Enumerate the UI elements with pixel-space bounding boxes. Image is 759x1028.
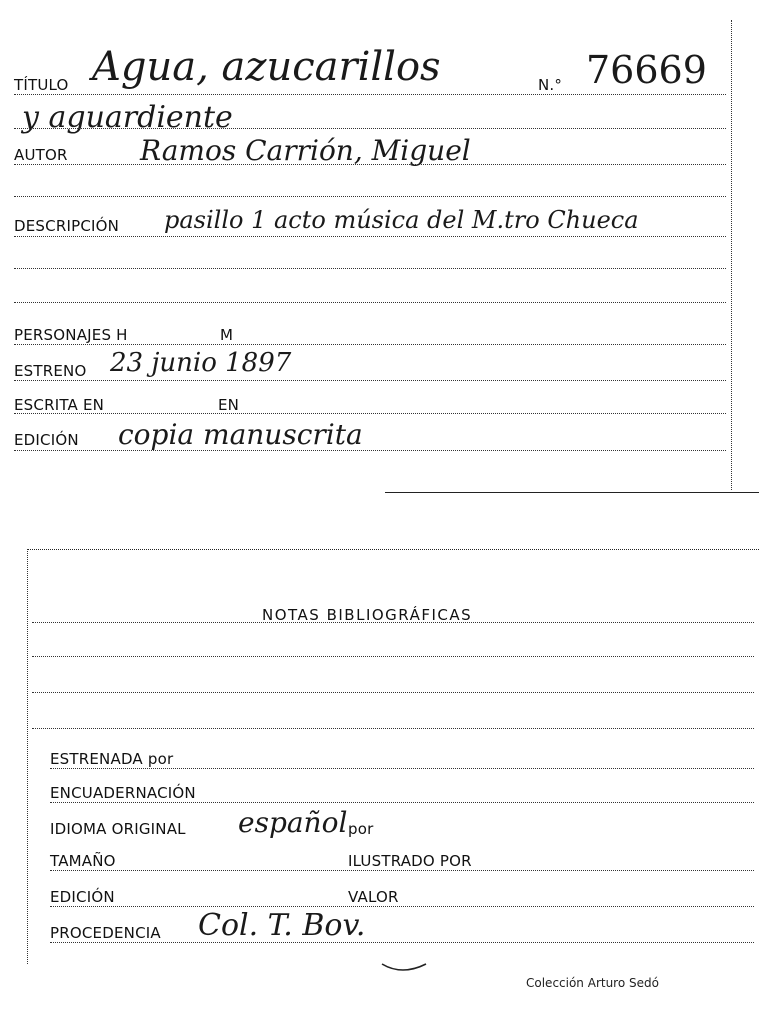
idioma-label: IDIOMA ORIGINAL bbox=[50, 820, 186, 838]
numero-label: N.° bbox=[538, 76, 563, 94]
escrita-line bbox=[14, 413, 726, 414]
estreno-value: 23 junio 1897 bbox=[110, 348, 292, 378]
edicion-bottom-line bbox=[50, 906, 754, 907]
estreno-label: ESTRENO bbox=[14, 362, 87, 380]
titulo-label: TÍTULO bbox=[14, 76, 69, 94]
notas-line-2 bbox=[32, 656, 754, 657]
estrenada-line bbox=[50, 768, 754, 769]
personajes-label: PERSONAJES H bbox=[14, 326, 128, 344]
procedencia-line bbox=[50, 942, 754, 943]
procedencia-label: PROCEDENCIA bbox=[50, 924, 161, 942]
bottom-card-left-border bbox=[27, 549, 28, 964]
edicion-value: copia manuscrita bbox=[118, 418, 363, 451]
edicion-line bbox=[14, 450, 726, 451]
personajes-m-label: M bbox=[220, 326, 234, 344]
bottom-card-top-border bbox=[28, 549, 759, 550]
descripcion-line-2 bbox=[14, 268, 726, 269]
collection-footer: Colección Arturo Sedó bbox=[526, 976, 659, 990]
estreno-line bbox=[14, 380, 726, 381]
autor-line-2 bbox=[14, 196, 726, 197]
personajes-line bbox=[14, 344, 726, 345]
descripcion-label: DESCRIPCIÓN bbox=[14, 217, 120, 235]
titulo-value: Agua, azucarillos bbox=[92, 44, 441, 90]
titulo-line-2 bbox=[14, 128, 726, 129]
procedencia-value: Col. T. Bov. bbox=[198, 908, 366, 943]
encuadernacion-label: ENCUADERNACIÓN bbox=[50, 784, 196, 802]
edicion-label: EDICIÓN bbox=[14, 431, 79, 449]
numero-value: 76669 bbox=[586, 48, 707, 92]
descripcion-value: pasillo 1 acto música del M.tro Chueca bbox=[164, 206, 639, 234]
pen-stroke-mark bbox=[380, 958, 430, 978]
notas-line-3 bbox=[32, 692, 754, 693]
valor-label: VALOR bbox=[348, 888, 399, 906]
tamano-line bbox=[50, 870, 754, 871]
autor-line bbox=[14, 164, 726, 165]
notas-line-1 bbox=[32, 622, 754, 623]
notas-line-4 bbox=[32, 728, 754, 729]
top-card-bottom-border bbox=[385, 492, 759, 493]
estrenada-label: ESTRENADA por bbox=[50, 750, 174, 768]
autor-value: Ramos Carrión, Miguel bbox=[140, 134, 471, 167]
por-label: por bbox=[348, 820, 374, 838]
descripcion-line-3 bbox=[14, 302, 726, 303]
en-label: EN bbox=[218, 396, 240, 414]
notas-heading: NOTAS BIBLIOGRÁFICAS bbox=[262, 606, 473, 624]
top-card-right-border bbox=[731, 20, 732, 490]
titulo-line bbox=[14, 94, 726, 95]
descripcion-line bbox=[14, 236, 726, 237]
idioma-value: español bbox=[238, 806, 348, 839]
edicion-bottom-label: EDICIÓN bbox=[50, 888, 115, 906]
escrita-en-label: ESCRITA EN bbox=[14, 396, 105, 414]
encuadernacion-line bbox=[50, 802, 754, 803]
ilustrado-label: ILUSTRADO POR bbox=[348, 852, 472, 870]
autor-label: AUTOR bbox=[14, 146, 68, 164]
tamano-label: TAMAÑO bbox=[50, 852, 116, 870]
titulo-value-line2: y aguardiente bbox=[22, 100, 233, 135]
